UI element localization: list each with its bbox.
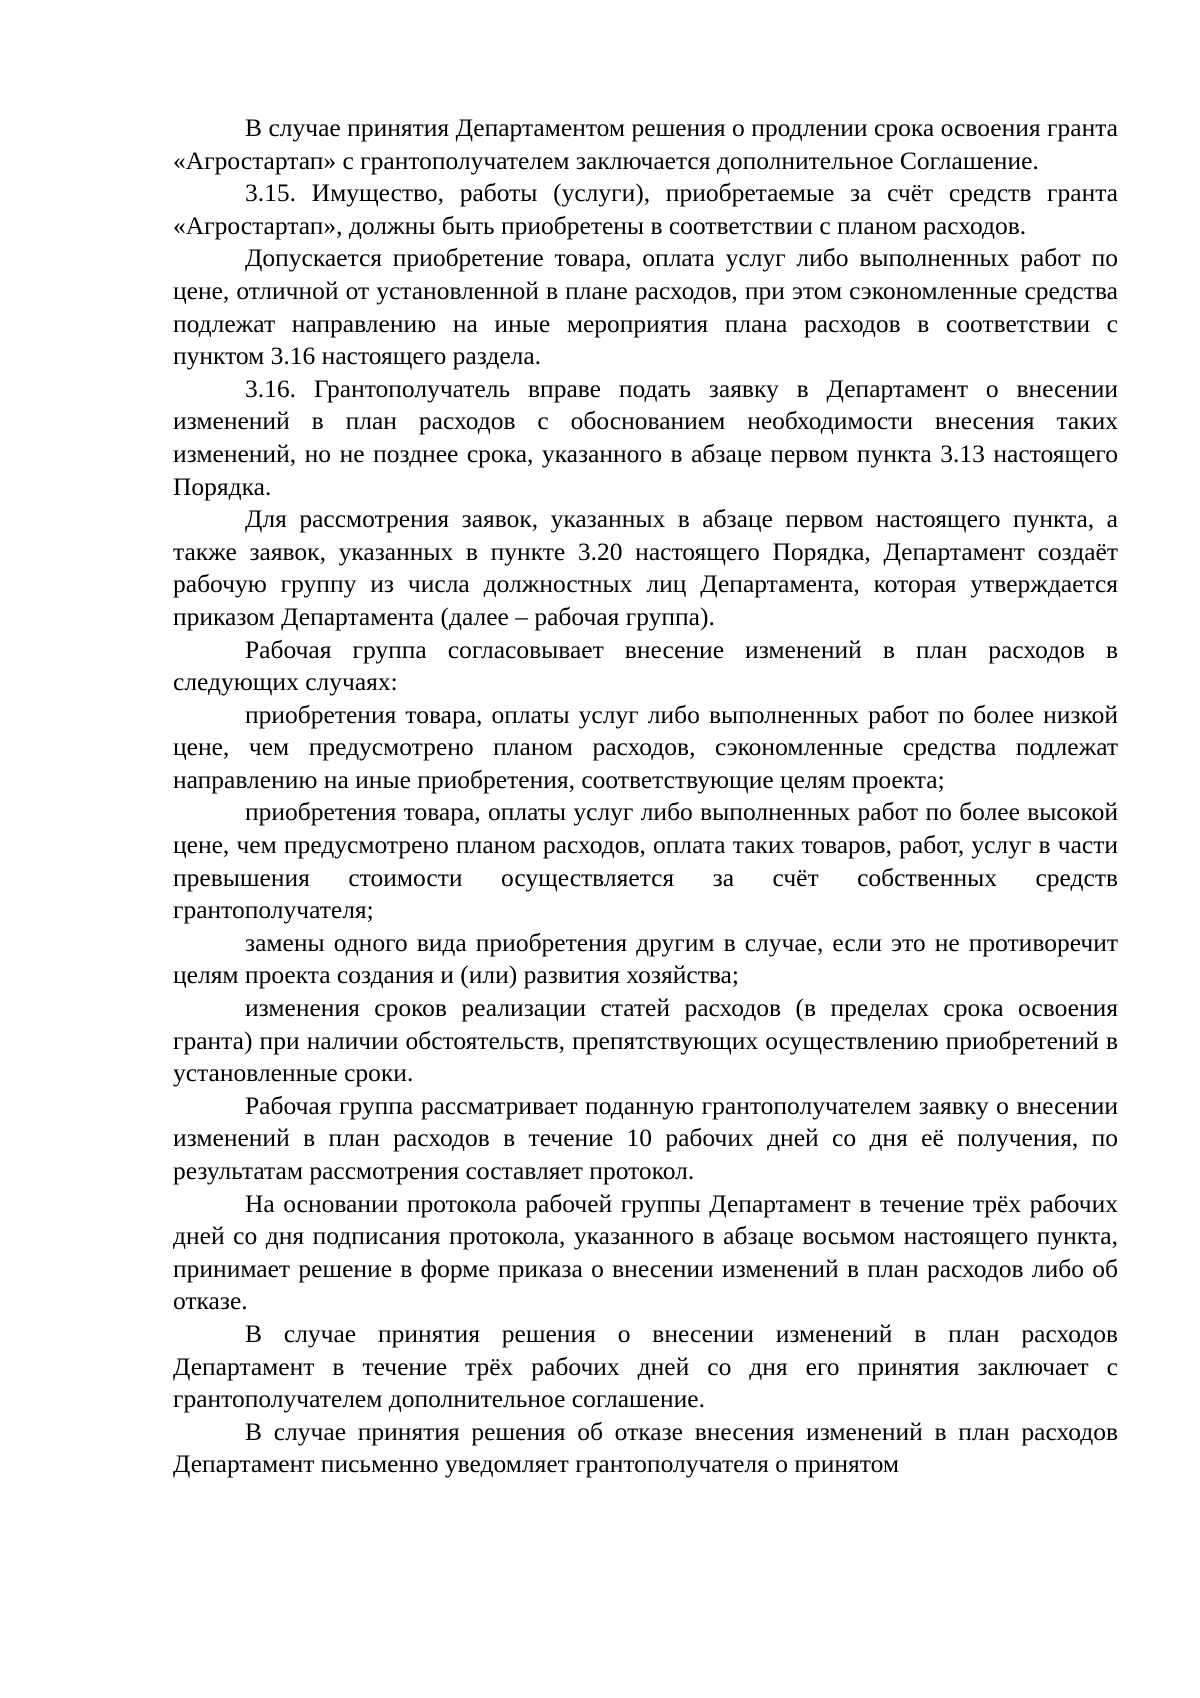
paragraph-case-lower-price: приобретения товара, оплаты услуг либо выполненных работ по более низкой цене, чем предусмотрено планом расходов, сэкономленные средства подлежат направлению на иные приобретения, соответствующие целям проекта; <box>173 699 1118 794</box>
paragraph-case-deadline-change: изменения сроков реализации статей расходов (в пределах срока освоения гранта) при наличии обстоятельств, препятствующих осуществлению приобретений в установленные сроки. <box>173 993 1118 1088</box>
paragraph-price-deviation: Допускается приобретение товара, оплата услуг либо выполненных работ по цене, отличной от установленной в плане расходов, при этом сэкономленные средства подлежат направлению на иные мероприятия плана расходов в соответствии с пунктом 3.16 настоящего раздела. <box>173 243 1118 371</box>
document-page <box>173 112 1118 1481</box>
paragraph-additional-agreement: В случае принятия решения о внесении изменений в план расходов Департамент в течение трёх рабочих дней со дня его принятия заключает с грантополучателем дополнительное соглашение. <box>173 1318 1118 1414</box>
paragraph-refusal-notice: В случае принятия решения об отказе внесения изменений в план расходов Департамент письменно уведомляет грантополучателя о принятом <box>173 1416 1118 1479</box>
paragraph-cases-intro: Рабочая группа согласовывает внесение изменений в план расходов в следующих случаях: <box>173 634 1118 697</box>
paragraph-3-16: 3.16. Грантополучатель вправе подать заявку в Департамент о внесении изменений в план расходов с обоснованием необходимости внесения таких изменений, но не позднее срока, указанного в абзаце первом пункта 3.13 настоящего Порядка. <box>173 373 1118 501</box>
paragraph-grant-extension: В случае принятия Департаментом решения о продлении срока освоения гранта «Агростартап» с грантополучателем заключается дополнительное Соглашение. <box>173 113 1118 175</box>
paragraph-case-replacement: замены одного вида приобретения другим в случае, если это не противоречит целям проекта создания и (или) развития хозяйства; <box>173 927 1118 990</box>
paragraph-review-period: Рабочая группа рассматривает поданную грантополучателем заявку о внесении изменений в план расходов в течение 10 рабочих дней со дня её получения, по результатам рассмотрения составляет протокол. <box>173 1090 1118 1185</box>
paragraph-case-higher-price: приобретения товара, оплаты услуг либо выполненных работ по более высокой цене, чем предусмотрено планом расходов, оплата таких товаров, работ, услуг в части превышения стоимости осуществляется за счёт собственных средств грантополучателя; <box>173 797 1118 925</box>
paragraph-working-group: Для рассмотрения заявок, указанных в абзаце первом настоящего пункта, а также заявок, указанных в пункте 3.20 настоящего Порядка, Департамент создаёт рабочую группу из числа должностных лиц Департамента, которая утверждается приказом Департамента (далее – рабочая группа). <box>173 504 1118 631</box>
paragraph-3-15: 3.15. Имущество, работы (услуги), приобретаемые за счёт средств гранта «Агростартап», должны быть приобретены в соответствии с планом расходов. <box>173 178 1118 240</box>
paragraph-decision: На основании протокола рабочей группы Департамент в течение трёх рабочих дней со дня подписания протокола, указанного в абзаце восьмом настоящего пункта, принимает решение в форме приказа о внесении изменений в план расходов либо об отказе. <box>173 1188 1118 1316</box>
